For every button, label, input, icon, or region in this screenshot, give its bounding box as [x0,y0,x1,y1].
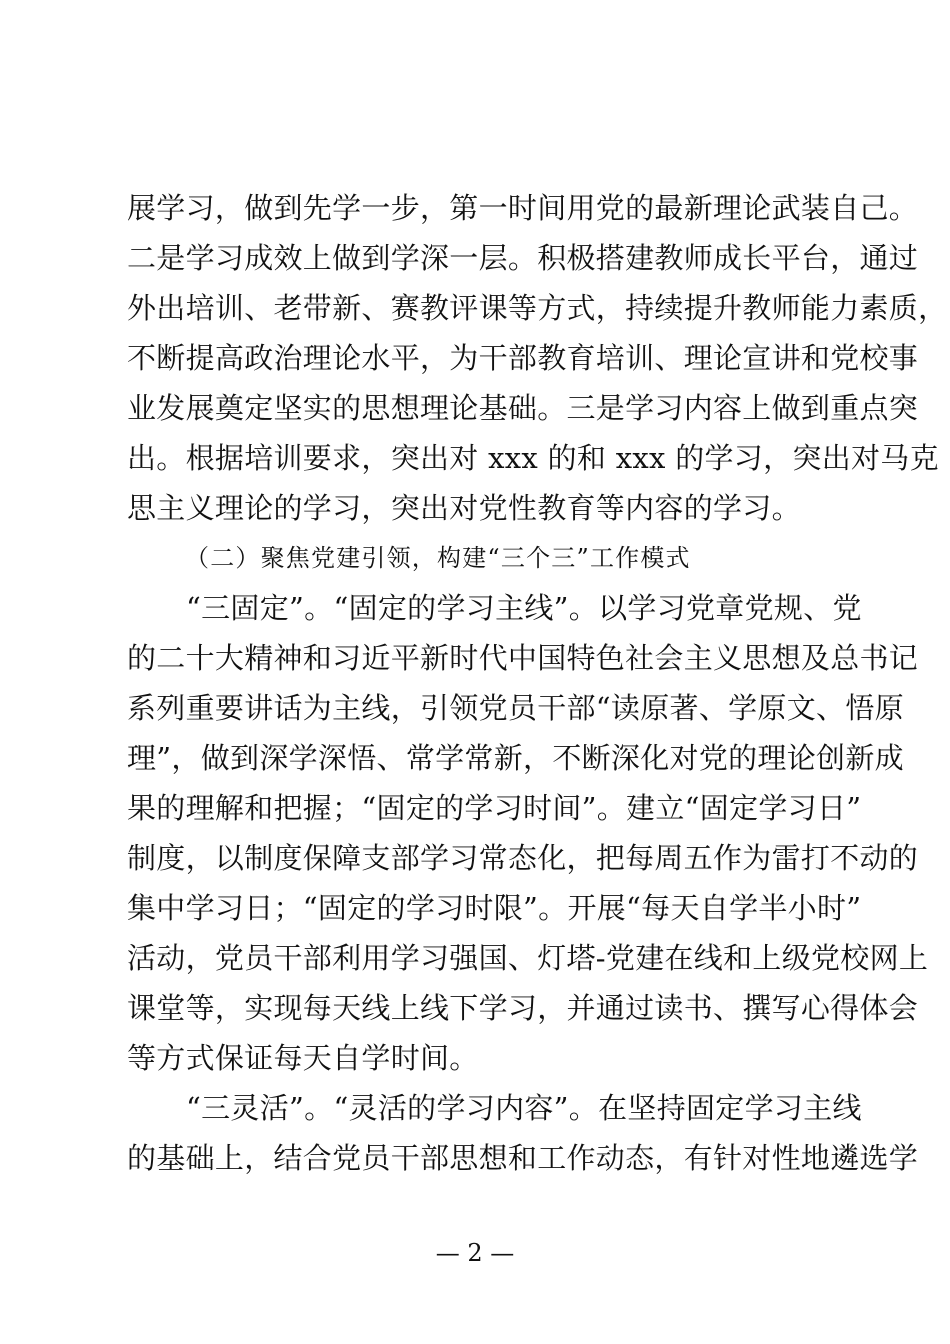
text-line: 活动，党员干部利用学习强国、灯塔-党建在线和上级党校网上 [127,941,929,975]
text-line: 出。根据培训要求，突出对 xxx 的和 xxx 的学习，突出对马克 [127,441,939,475]
text-line: 系列重要讲话为主线，引领党员干部“读原著、学原文、悟原 [127,691,904,725]
paragraph-first-line: “三灵活”。“灵活的学习内容”。在坚持固定学习主线 [186,1091,862,1125]
text-line: 课堂等，实现每天线上线下学习，并通过读书、撰写心得体会 [127,991,919,1025]
text-line: 制度，以制度保障支部学习常态化，把每周五作为雷打不动的 [127,841,919,875]
text-line: 等方式保证每天自学时间。 [127,1041,479,1075]
text-line: 思主义理论的学习，突出对党性教育等内容的学习。 [127,491,801,525]
text-line: 外出培训、老带新、赛教评课等方式，持续提升教师能力素质， [127,291,948,325]
text-line: 果的理解和把握；“固定的学习时间”。建立“固定学习日” [127,791,862,825]
text-line: 展学习，做到先学一步，第一时间用党的最新理论武装自己。 [127,191,919,225]
text-line: 二是学习成效上做到学深一层。积极搭建教师成长平台，通过 [127,241,919,275]
text-line: 的二十大精神和习近平新时代中国特色社会主义思想及总书记 [127,641,919,675]
paragraph-first-line: “三固定”。“固定的学习主线”。以学习党章党规、党 [186,591,862,625]
text-line: 理”，做到深学深悟、常学常新，不断深化对党的理论创新成 [127,741,904,775]
section-heading: （二）聚焦党建引领，构建“三个三”工作模式 [185,544,691,572]
text-line: 业发展奠定坚实的思想理论基础。三是学习内容上做到重点突 [127,391,919,425]
text-line: 集中学习日；“固定的学习时限”。开展“每天自学半小时” [127,891,862,925]
text-line: 的基础上，结合党员干部思想和工作动态，有针对性地遴选学 [127,1141,919,1175]
text-line: 不断提高政治理论水平，为干部教育培训、理论宣讲和党校事 [127,341,919,375]
page-number: — 2 — [435,1239,515,1267]
